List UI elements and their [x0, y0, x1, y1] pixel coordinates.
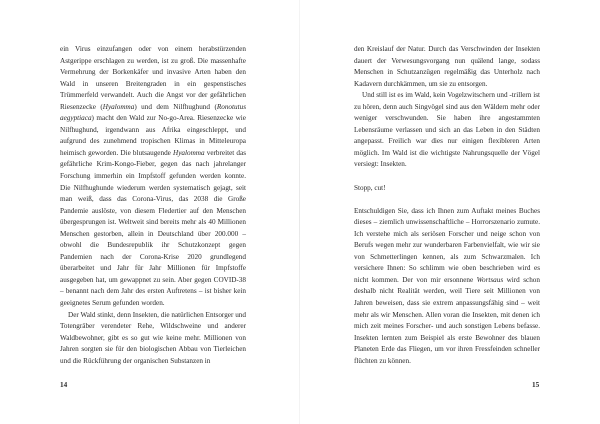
right-page-body [354, 44, 540, 367]
right-paragraph-4 [354, 206, 540, 368]
left-page-body [60, 44, 246, 367]
text-run: Entschuldigen Sie, dass ich Ihnen zum Auftakt meines Buches dieses – ziemlich unwissenschaftliche – Horrorszenario zumute. Ich verstehe mich als seriösen Forscher und neige schon von Berufs wegen mehr zur wunderbaren Farbenvielfalt, wie wir sie von Schmetterlingen kennen, als zum Schwarzmalen. Ich versichere Ihnen: So schlimm wie oben beschrieben wird es nicht kommen. Der von mir ersonnene [354, 206, 540, 284]
left-paragraph-1 [60, 44, 246, 310]
species-name: Hyalomma [173, 148, 205, 157]
page-number-right: 15 [532, 381, 540, 389]
text-run: verbreitet das gefährliche Krim-Kongo-Fieber, gegen das nach jahrelanger Forschung immerhin ein Impfstoff gefunden werden konnte. Die Nilfhughunde wiederum werden systematisch gejagt, seit man weiß, dass das Corona-Virus, das 2038 die Große Pandemie auslöste, von diesem Fledertier auf den Menschen übergesprungen ist. Weltweit sind bereits mehr als 40 Millionen Menschen gestorben, allein in Deutschland über 200.000 – obwohl die Bundesrepublik ihr Schutzkonzept gegen Pandemien nach der Corona-Krise 2020 grundlegend überarbeitet und Jahr für Jahr Millionen für Impfstoffe ausgegeben hat, um gewappnet zu sein. Aber gegen COVID-38 – benannt nach dem Jahr des ersten Auftretens – ist bisher kein geeignetes Serum gefunden worden. [60, 148, 246, 308]
page-number-left: 14 [60, 381, 68, 389]
right-page [300, 0, 600, 424]
text-run: ) macht den Wald zur No-go-Area. Riesenzecke wie Nilfhughund, irgendwann aus Afrika eingeschleppt, und aufgrund des zunehmend tropischen Klimas in Mitteleuropa heimisch geworden. Die blutsaugende [60, 114, 246, 157]
right-paragraph-2: Und still ist es im Wald, kein Vogelzwitschern und -trillern ist zu hören, denn auch Singvögel sind aus den Wäldern mehr oder weniger verschwunden. Sie haben ihre angestammten Lebensräume verlassen und sich an das Leben in den Städten angepasst. Freilich war dies nur einigen flexibleren Arten möglich. Im Wald ist die wichtigste Nahrungsquelle der Vögel versiegt: Insekten. [354, 91, 540, 169]
right-paragraph-1: den Kreislauf der Natur. Durch das Verschwinden der Insekten dauert der Verwesungsvorgang nun quälend lange, sodass Menschen in Schutzanzügen regelmäßig das Unterholz nach Kadavern durchkämmen, um sie zu entsorgen. [354, 45, 540, 88]
right-paragraph-3: Stopp, cut! [354, 183, 386, 192]
coined-term: Wortsaus [476, 275, 504, 284]
text-run: ein Virus einzufangen oder von einem herabstürzenden Astgerippe erschlagen zu werden, ist zu groß. Die massenhafte Vermehrung der Borkenkäfer und invasive Arten haben den Wald in unseren Breitengraden in ein gespenstisches Trümmerfeld verwandelt. Auch die Angst vor der gefährlichen Riesenzecke ( [60, 45, 246, 111]
left-paragraph-2: Der Wald stinkt, denn Insekten, die natürlichen Entsorger und Totengräber verendeter Rehe, Wildschweine und anderer Waldbewohner, gibt es so gut wie keine mehr. Millionen von Jahren sorgten sie für den biologischen Abbau von Tierleichen und die Rückführung der organischen Substanzen in [60, 310, 246, 365]
species-name: Hyalomma [102, 102, 135, 111]
text-run: wird schon deshalb nicht Realität werden, weil Tiere seit Millionen von Jahren beweisen, dass sie extrem anpassungsfähig sind – weit mehr als wir Menschen. Allen voran die Insekten, mit denen ich mich zeit meines Forscher- und auch sonstigen Lebens befasse. Insekten lernten zum Beispiel als erste Bewohner des blauen Planeten Erde das Fliegen, um vor ihren Fressfeinden schneller flüchten zu können. [354, 275, 540, 365]
species-name: Ronotutus aegyptiaca [60, 102, 246, 123]
text-run: ) und dem Nilfhughund ( [134, 102, 217, 111]
